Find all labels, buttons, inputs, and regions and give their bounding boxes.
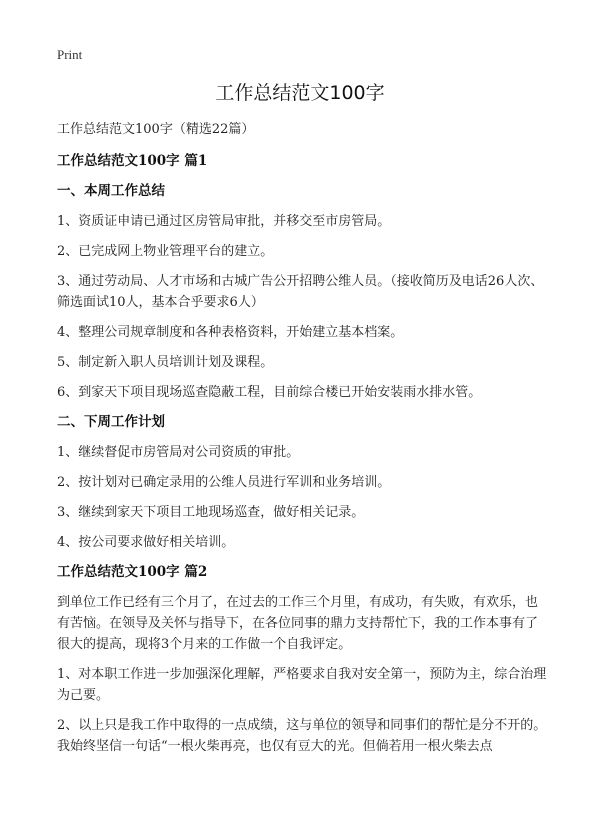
- list-item: 1、继续督促市房管局对公司资质的审批。: [57, 445, 300, 460]
- list-item: 5、制定新入职人员培训计划及课程。: [57, 355, 274, 370]
- subheading-next-week-plan: 二、下周工作计划: [57, 414, 165, 430]
- section-heading-1: 工作总结范文100字 篇1: [57, 153, 208, 169]
- list-item: 4、按公司要求做好相关培训。: [57, 535, 235, 550]
- paragraph: 1、对本职工作进一步加强深化理解，严格要求自我对安全第一，预防为主，综合治理为己要。: [57, 667, 547, 703]
- list-item: 3、继续到家天下项目工地现场巡查，做好相关记录。: [57, 505, 365, 520]
- list-item: 1、资质证申请已通过区房管局审批，并移交至市房管局。: [57, 214, 391, 229]
- list-item: 2、按计划对已确定录用的公维人员进行军训和业务培训。: [57, 475, 391, 490]
- list-item: 3、通过劳动局、人才市场和古城广告公开招聘公维人员。（接收简历及电话26人次、筛选面试10人，基本合乎要求6人）: [57, 274, 544, 310]
- paragraph: 到单位工作已经有三个月了，在过去的工作三个月里，有成功，有失败，有欢乐，也有苦恼。在领导及关怀与指导下，在各位同事的鼎力支持帮忙下，我的工作本事有了很大的提高，现将3个月来的工作做一个自我评定。: [57, 595, 539, 652]
- list-item: 4、整理公司规章制度和各种表格资料，开始建立基本档案。: [57, 325, 404, 340]
- list-item: 6、到家天下项目现场巡查隐蔽工程，目前综合楼已开始安装雨水排水管。: [57, 385, 482, 400]
- print-link[interactable]: Print: [57, 47, 83, 62]
- list-item: 2、已完成网上物业管理平台的建立。: [57, 244, 274, 259]
- page-title: 工作总结范文100字: [215, 82, 385, 104]
- paragraph: 2、以上只是我工作中取得的一点成绩，这与单位的领导和同事们的帮忙是分不开的。我始终坚信一句话“一根火柴再亮，也仅有豆大的光。但倘若用一根火柴去点: [57, 718, 547, 754]
- document-body: [57, 119, 547, 766]
- section-heading-2: 工作总结范文100字 篇2: [57, 564, 208, 580]
- document-subtitle: 工作总结范文100字（精选22篇）: [57, 122, 255, 137]
- subheading-weekly-summary: 一、本周工作总结: [57, 183, 165, 199]
